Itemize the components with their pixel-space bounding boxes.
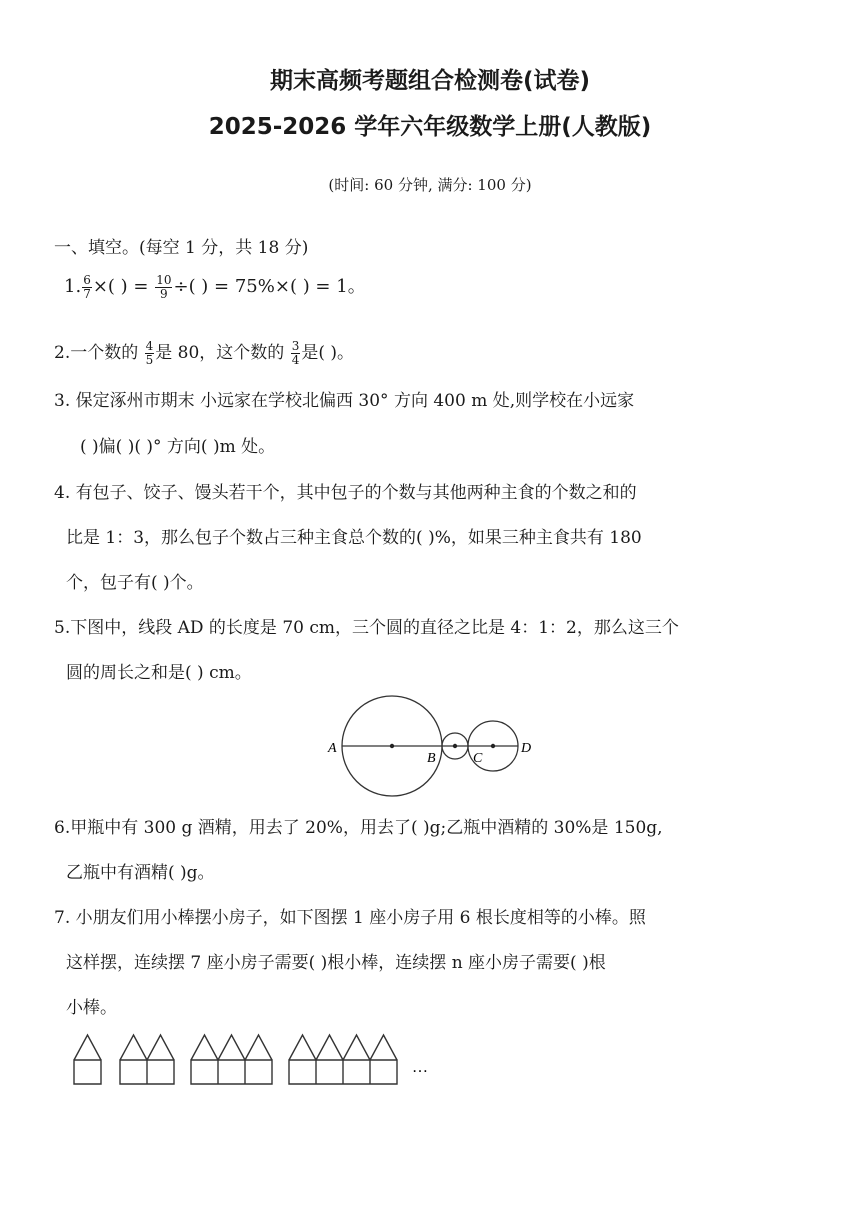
q1-fraction2: $\frac{10}{9}$ — [156, 272, 172, 301]
q5-line2: 圆的周长之和是( ) cm。 — [66, 663, 252, 683]
q4-line2: 比是 1：3，那么包子个数占三种主食总个数的( )%，如果三种主食共有 180 — [66, 528, 642, 548]
house-group-2 — [120, 1035, 174, 1084]
title-line1: 期末高频考题组合检测卷(试卷) — [269, 68, 591, 94]
q7-line3: 小棒。 — [66, 998, 117, 1018]
q2-fraction2: $\frac{3}{4}$ — [291, 339, 300, 367]
label-a: A — [328, 741, 337, 756]
q7-line1: 7. 小朋友们用小棒摆小房子，如下图摆 1 座小房子用 6 根长度相等的小棒。照 — [54, 908, 646, 928]
q3-line2: ( )偏( )( )° 方向( )m 处。 — [80, 437, 276, 457]
q1-part1: ×( ) = — [92, 276, 155, 297]
center-small — [453, 744, 457, 748]
q6-line1: 6.甲瓶中有 300 g 酒精，用去了 20%，用去了( )g;乙瓶中酒精的 30%是 150g, — [54, 818, 663, 838]
q6-line2: 乙瓶中有酒精( )g。 — [66, 863, 215, 883]
q2-text: 2.一个数的 $\frac{4}{5}$ 是 80，这个数的 $\frac{3}{4}$ 是( )。 — [54, 339, 355, 367]
q1-part2: ÷( ) = 75%×( ) = 1。 — [173, 276, 366, 297]
q5-line1: 5.下图中，线段 AD 的长度是 70 cm，三个圆的直径之比是 4：1：2，那么这三个 — [54, 618, 679, 638]
section1-heading: 一、填空。(每空 1 分，共 18 分) — [54, 238, 309, 258]
q4-line3: 个，包子有( )个。 — [66, 573, 204, 593]
label-b: B — [427, 751, 436, 766]
label-d: D — [521, 741, 532, 756]
q1-number: 1. — [64, 276, 82, 297]
center-medium — [491, 744, 495, 748]
house-group-1 — [74, 1035, 101, 1084]
house-group-4 — [289, 1035, 397, 1084]
q7-line2: 这样摆，连续摆 7 座小房子需要( )根小棒，连续摆 n 座小房子需要( )根 — [66, 953, 606, 973]
q1-fraction1: $\frac{6}{7}$ — [83, 272, 91, 301]
q2-fraction1: $\frac{4}{5}$ — [145, 339, 154, 367]
q1-equation — [64, 272, 366, 301]
center-large — [390, 744, 394, 748]
circles-figure — [320, 690, 540, 800]
label-c: C — [473, 751, 483, 766]
ellipsis: … — [412, 1059, 428, 1076]
exam-meta: (时间: 60 分钟, 满分: 100 分) — [328, 176, 532, 194]
houses-figure — [60, 1025, 460, 1095]
q4-line1: 4. 有包子、饺子、馒头若干个，其中包子的个数与其他两种主食的个数之和的 — [54, 483, 637, 503]
house-group-3 — [191, 1035, 272, 1084]
title-line2: 2025-2026 学年六年级数学上册(人教版) — [208, 114, 652, 140]
q3-line1: 3. 保定涿州市期末 小远家在学校北偏西 30° 方向 400 m 处,则学校在小远家 — [54, 391, 635, 411]
